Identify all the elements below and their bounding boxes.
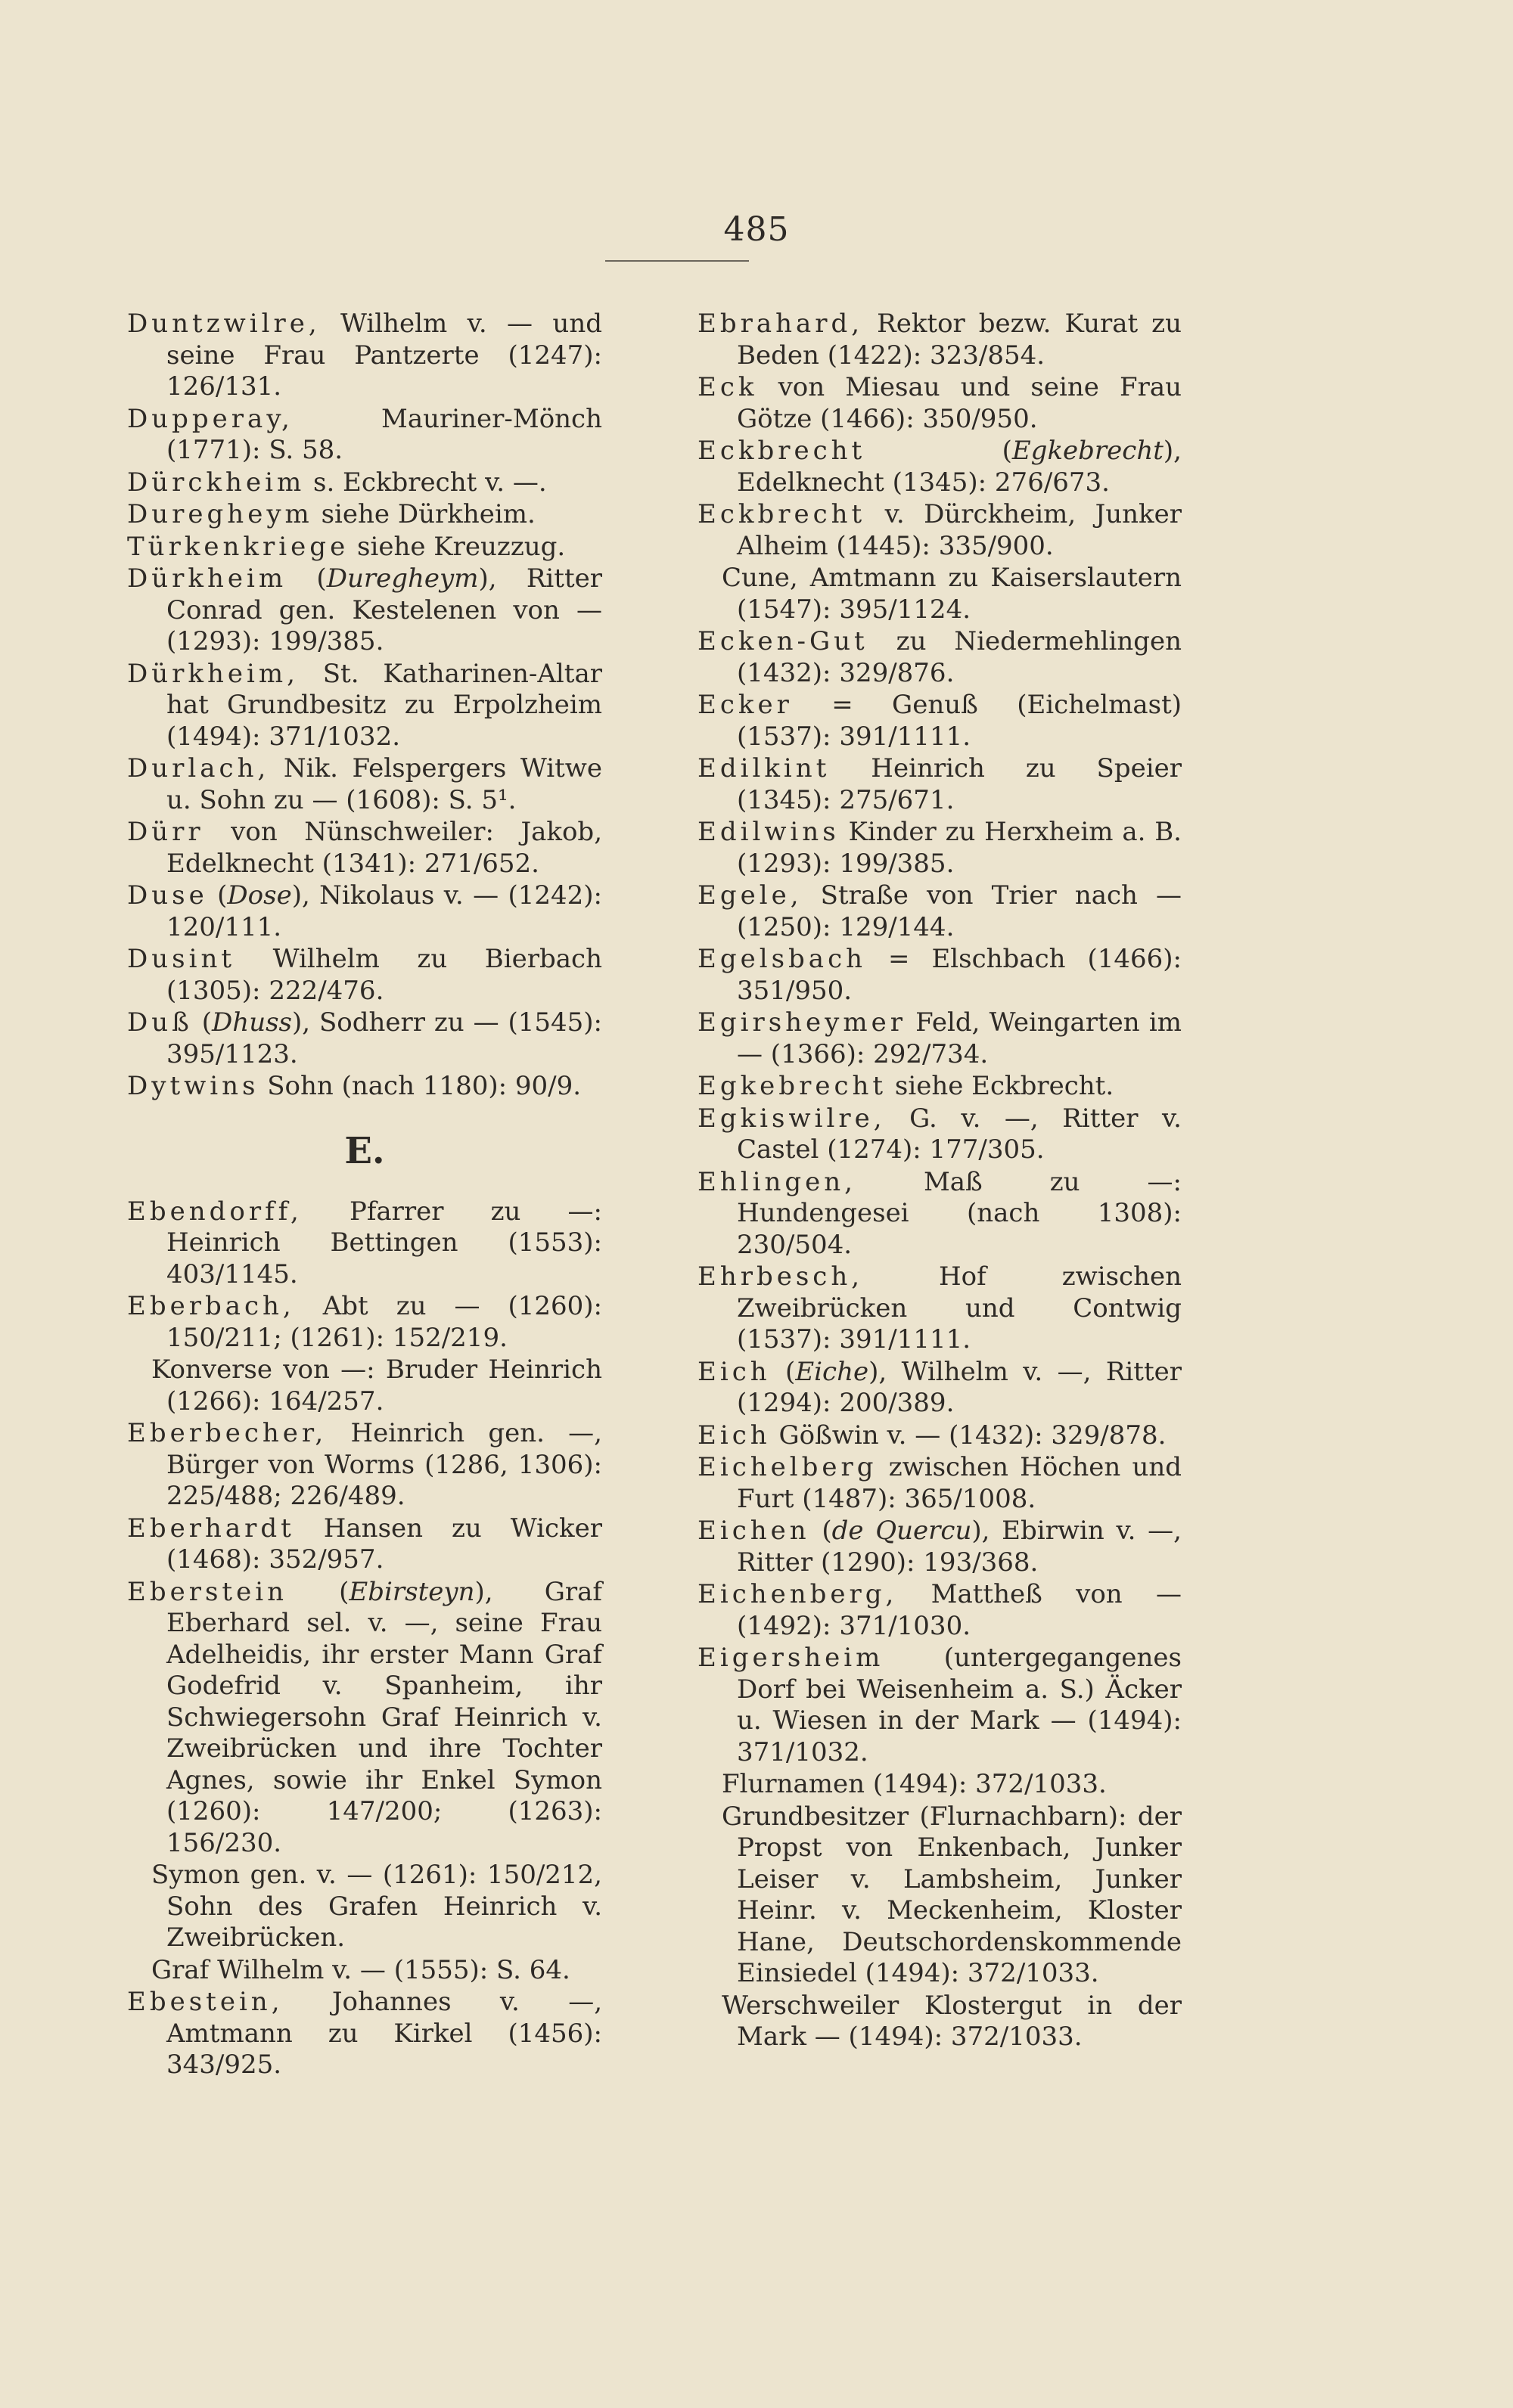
index-entry <box>697 1167 1182 1261</box>
index-headword: Egkebrecht <box>697 1071 887 1101</box>
index-entry <box>127 467 602 499</box>
index-entry <box>697 436 1182 498</box>
index-entry <box>127 563 602 658</box>
index-entry <box>697 944 1182 1007</box>
index-column-right <box>697 309 1182 2054</box>
index-entry-text: Konverse von —: Bruder Heinrich (1266): 164/257. <box>151 1354 602 1417</box>
index-entry-text: ), Edelknecht (1345): 276/673. <box>737 436 1182 498</box>
index-headword: Duntzwilre, <box>127 309 321 339</box>
index-entry <box>127 1291 602 1354</box>
header-rule <box>605 260 749 262</box>
index-entry-text: Werschweiler Klostergut in der Mark — (1494): 372/1033. <box>722 1990 1182 2052</box>
index-variant-spelling: Egkebrecht <box>1011 436 1163 466</box>
index-headword: Ecken-Gut <box>697 626 868 656</box>
index-headword: Ehlingen, <box>697 1166 856 1197</box>
index-headword: Ebendorff, <box>127 1196 303 1227</box>
index-entry <box>127 499 602 531</box>
index-entries-right <box>697 309 1182 2053</box>
index-entry-text: = Elschbach (1466): 351/950. <box>737 944 1182 1006</box>
index-entry-text: ), Nikolaus v. — (1242): 120/111. <box>166 880 602 942</box>
index-entry-text: ( <box>770 1356 796 1387</box>
index-headword: Dürkheim, <box>127 658 299 689</box>
index-headword: Eberstein <box>127 1576 287 1607</box>
index-entry-text: Mauriner-Mönch (1771): S. 58. <box>166 403 602 465</box>
index-entry-text: Symon gen. v. — (1261): 150/212, Sohn des Grafen Heinrich v. Zweibrücken. <box>151 1860 602 1953</box>
index-headword: Dytwins <box>127 1071 259 1101</box>
index-headword: Türkenkriege <box>127 531 350 562</box>
index-headword: Ehrbesch, <box>697 1261 864 1292</box>
index-entry <box>127 1354 602 1417</box>
index-headword: Dürkheim <box>127 563 287 594</box>
index-entry <box>127 659 602 753</box>
index-headword: Eichelberg <box>697 1452 878 1482</box>
index-entry <box>127 1577 602 1860</box>
index-headword: Eigersheim <box>697 1643 884 1673</box>
index-entry <box>127 1860 602 1954</box>
index-entry-text: Wilhelm zu Bierbach (1305): 222/476. <box>166 944 602 1006</box>
index-entry-text: von Nünschweiler: Jakob, Edelknecht (1341): 271/652. <box>166 817 602 879</box>
index-entries-e <box>127 1196 602 2081</box>
index-entry-text: Johannes v. —, Amtmann zu Kirkel (1456): 343/925. <box>166 1987 602 2080</box>
index-entry <box>697 690 1182 752</box>
index-entry-text: = Genuß (Eichelmast) (1537): 391/1111. <box>737 690 1182 752</box>
index-entry <box>697 1357 1182 1420</box>
index-headword: Dupperay, <box>127 403 294 434</box>
index-entry <box>697 1643 1182 1768</box>
index-variant-spelling: Dose <box>227 880 292 911</box>
index-entry-text: Nik. Felspergers Witwe u. Sohn zu — (1608): S. 5¹. <box>166 753 602 815</box>
index-entry-text: ( <box>287 563 327 594</box>
index-entry <box>697 1801 1182 1990</box>
index-headword: Dürr <box>127 817 204 847</box>
index-variant-spelling: Eiche <box>795 1356 869 1387</box>
index-entry <box>127 944 602 1007</box>
index-entry-text: Graf Wilhelm v. — (1555): S. 64. <box>151 1954 570 1985</box>
index-entry <box>127 817 602 880</box>
index-headword: Eich <box>697 1420 771 1451</box>
index-entry-text: ( <box>809 1516 832 1546</box>
index-entry <box>127 1196 602 1291</box>
index-entry-text: ( <box>865 436 1012 466</box>
index-headword: Duß <box>127 1007 193 1038</box>
index-entry <box>697 753 1182 816</box>
index-entry-text: zu Niedermehlingen (1432): 329/876. <box>737 626 1182 688</box>
index-entry-text: Hansen zu Wicker (1468): 352/957. <box>166 1513 602 1575</box>
index-entry-text: Abt zu — (1260): 150/211; (1261): 152/219. <box>166 1291 602 1353</box>
index-entry <box>697 817 1182 880</box>
index-entry <box>697 1991 1182 2053</box>
index-entry-text: ), Ebirwin v. —, Ritter (1290): 193/368. <box>737 1516 1182 1578</box>
index-entry <box>127 880 602 943</box>
index-entry <box>127 404 602 467</box>
index-entry <box>697 1071 1182 1103</box>
index-entry-text: St. Katharinen-Altar hat Grundbesitz zu Erpolzheim (1494): 371/1032. <box>166 658 602 752</box>
index-headword: Edilwins <box>697 817 840 847</box>
index-headword: Eberbach, <box>127 1291 295 1321</box>
index-entry-text: ), Ritter Conrad gen. Kestelenen von — (1293): 199/385. <box>166 563 602 656</box>
index-entry <box>697 626 1182 689</box>
index-entry <box>127 1987 602 2081</box>
index-variant-spelling: Duregheym <box>326 563 479 594</box>
index-entry <box>127 1955 602 1987</box>
index-entry <box>127 1418 602 1513</box>
index-entry-text: ( <box>287 1576 350 1607</box>
index-entry-text: Feld, Weingarten im — (1366): 292/734. <box>737 1007 1182 1069</box>
index-entry-text: Cune, Amtmann zu Kaiserslautern (1547): 395/1124. <box>722 563 1182 625</box>
index-entry <box>697 1516 1182 1578</box>
index-entry <box>697 563 1182 625</box>
index-entry <box>127 1007 602 1070</box>
index-entry-text: Gößwin v. — (1432): 329/878. <box>770 1420 1167 1451</box>
index-headword: Eichenberg, <box>697 1579 898 1609</box>
index-headword: Durlach, <box>127 753 270 784</box>
index-entry-text: Pfarrer zu —: Heinrich Bettingen (1553): 403/1145. <box>166 1196 602 1289</box>
index-headword: Eberhardt <box>127 1513 295 1544</box>
page-number: 485 <box>723 210 790 249</box>
index-entry-text: Rektor bezw. Kurat zu Beden (1422): 323/854. <box>737 309 1182 371</box>
index-entry-text: Flurnamen (1494): 372/1033. <box>722 1769 1107 1799</box>
index-entry <box>127 753 602 816</box>
index-headword: Dusint <box>127 944 236 974</box>
index-entry-text: ( <box>192 1007 213 1038</box>
index-entry-text: siehe Dürkheim. <box>312 499 536 529</box>
index-entry-text: ), Wilhelm v. —, Ritter (1294): 200/389. <box>737 1356 1182 1418</box>
index-entry-text: ), Graf Eberhard sel. v. —, seine Frau Adelheidis, ihr erster Mann Graf Godefrid v. Spanheim, ihr Schwiegersohn Graf Heinrich v. Zweibrücken und ihre Tochter Agnes, sowie ihr Enkel Symon (1260): 147/200; (1263): 156/230. <box>166 1576 602 1858</box>
index-entry-text: siehe Kreuzzug. <box>349 531 566 562</box>
index-headword: Dürckheim <box>127 467 306 498</box>
index-headword: Eich <box>697 1356 771 1387</box>
index-headword: Eichen <box>697 1516 810 1546</box>
index-entry <box>697 1452 1182 1515</box>
index-entry-text: (untergegangenes Dorf bei Weisenheim a. S.) Äcker u. Wiesen in der Mark — (1494): 371/1032. <box>737 1643 1182 1767</box>
index-entry <box>697 1261 1182 1356</box>
index-headword: Eckbrecht <box>697 436 866 466</box>
index-entry <box>697 1103 1182 1166</box>
index-entry <box>697 1769 1182 1801</box>
index-headword: Ecker <box>697 690 793 720</box>
index-entry <box>697 1420 1182 1452</box>
index-headword: Egirsheymer <box>697 1007 906 1038</box>
index-entry <box>127 1513 602 1576</box>
index-entry <box>127 532 602 563</box>
index-entry-text: Wilhelm v. — und seine Frau Pantzerte (1247): 126/131. <box>166 309 602 402</box>
index-headword: Ebestein, <box>127 1987 284 2017</box>
index-entry <box>127 309 602 403</box>
index-entry-text: Heinrich zu Speier (1345): 275/671. <box>737 753 1182 815</box>
index-headword: Egele, <box>697 880 803 911</box>
index-headword: Egelsbach <box>697 944 867 974</box>
index-entry <box>697 1579 1182 1642</box>
index-entry <box>697 372 1182 435</box>
section-letter: E. <box>344 1129 385 1172</box>
index-entry-text: Heinrich gen. —, Bürger von Worms (1286, 1306): 225/488; 226/489. <box>166 1418 602 1511</box>
index-entry-text: Grundbesitzer (Flurnachbarn): der Propst von Enkenbach, Junker Leiser v. Lambsheim, Junker Heinr. v. Meckenheim, Kloster Hane, Deutschordenskommende Einsiedel (1494): 372/1033. <box>722 1801 1182 1988</box>
index-entry-text: Mattheß von — (1492): 371/1030. <box>737 1579 1182 1641</box>
index-entry <box>697 1007 1182 1070</box>
index-headword: Eberbecher, <box>127 1418 328 1448</box>
index-variant-spelling: Ebirsteyn <box>349 1576 475 1607</box>
index-headword: Duse <box>127 880 208 911</box>
index-entry-text: zwischen Höchen und Furt (1487): 365/1008. <box>737 1452 1182 1514</box>
index-entry-text: ), Sodherr zu — (1545): 395/1123. <box>166 1007 602 1069</box>
index-entry-text: v. Dürckheim, Junker Alheim (1445): 335/900. <box>737 499 1182 561</box>
index-entry-text: s. Eckbrecht v. —. <box>305 467 547 498</box>
index-entry-text: G. v. —, Ritter v. Castel (1274): 177/305. <box>737 1103 1182 1165</box>
index-variant-spelling: Dhuss <box>212 1007 292 1038</box>
index-entry <box>697 499 1182 562</box>
index-entry-text: Straße von Trier nach — (1250): 129/144. <box>737 880 1182 942</box>
index-entry-text: Hof zwischen Zweibrücken und Contwig (1537): 391/1111. <box>737 1261 1182 1354</box>
index-headword: Eckbrecht <box>697 499 866 529</box>
index-entry-text: Sohn (nach 1180): 90/9. <box>259 1071 582 1101</box>
index-entry <box>697 880 1182 943</box>
index-entries-d <box>127 309 602 1103</box>
index-entry-text: Kinder zu Herxheim a. B. (1293): 199/385. <box>737 817 1182 879</box>
index-entry <box>697 309 1182 371</box>
index-entry <box>127 1071 602 1103</box>
index-headword: Duregheym <box>127 499 313 529</box>
index-variant-spelling: de Quercu <box>831 1516 972 1546</box>
index-headword: Eck <box>697 372 758 402</box>
index-entry-text: von Miesau und seine Frau Götze (1466): 350/950. <box>737 372 1182 434</box>
index-entry-text: ( <box>207 880 228 911</box>
index-column-left <box>127 309 602 2082</box>
index-headword: Ebrahard, <box>697 309 864 339</box>
index-headword: Edilkint <box>697 753 831 784</box>
index-entry-text: Maß zu —: Hundengesei (nach 1308): 230/504. <box>737 1166 1182 1260</box>
index-headword: Egkiswilre, <box>697 1103 886 1134</box>
index-entry-text: siehe Eckbrecht. <box>887 1071 1114 1101</box>
